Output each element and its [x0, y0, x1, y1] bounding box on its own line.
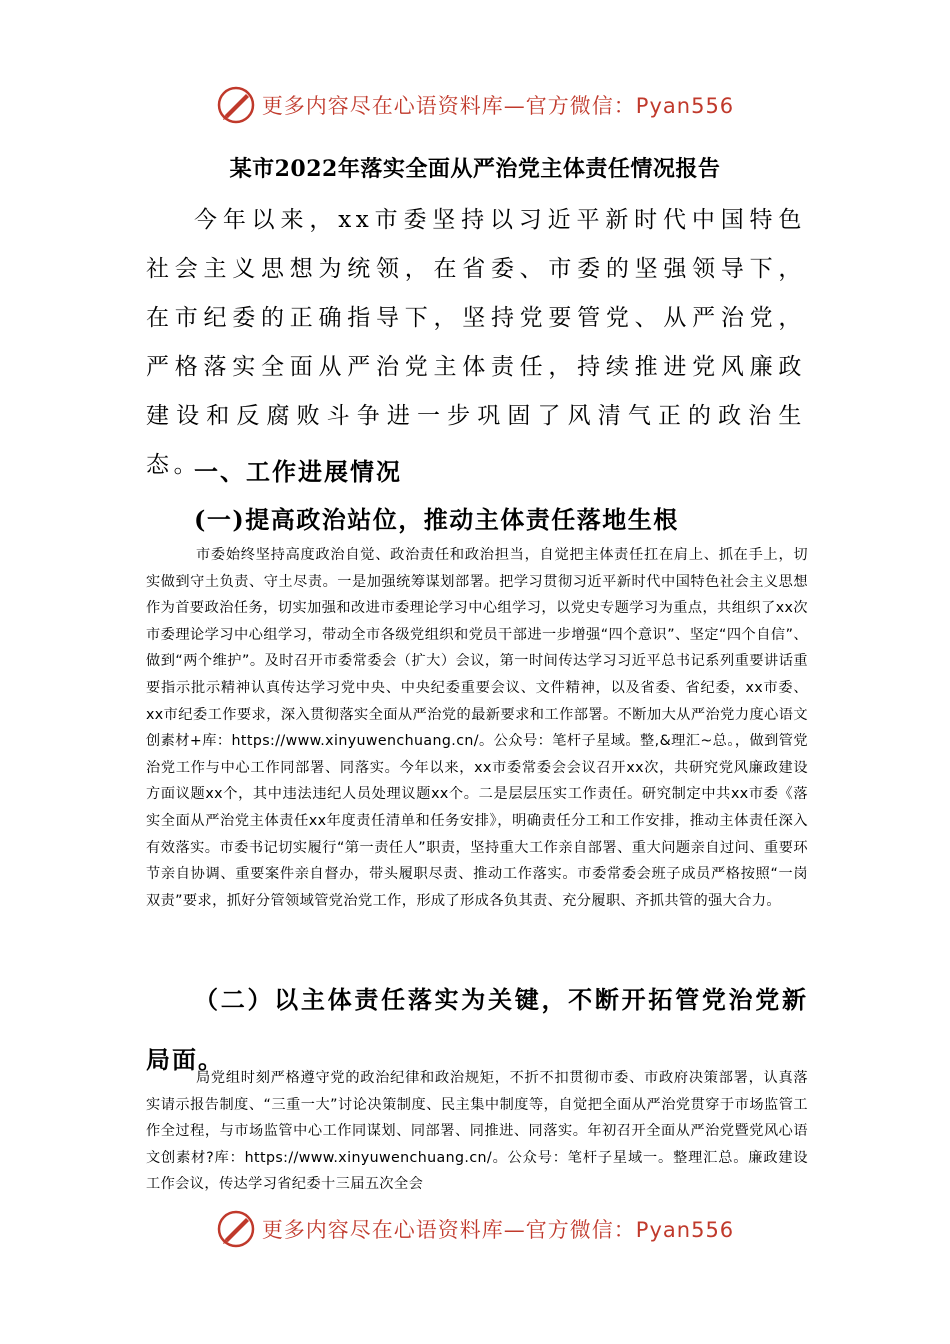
- watermark-text: 更多内容尽在心语资料库—官方微信：Pyan556: [261, 1218, 735, 1242]
- subsection-2-body: 局党组时刻严格遵守党的政治纪律和政治规矩，不折不扣贯彻市委、市政府决策部署，认真落实请示报告制度、“三重一大”讨论决策制度、民主集中制度等，自觉把全面从严治党贯穿于市场监管工作全过程，与市场监管中心工作同谋划、同部署、同推进、同落实。年初召开全面从严治党暨党风心语文创素材?库：https://www.xinyuwenchuang.cn/。公众号：笔杆子星域一。整理汇总。廉政建设工作会议，传达学习省纪委十三届五次全会: [146, 1070, 808, 1193]
- subsection-heading-2: （二）以主体责任落实为关键，不断开拓管党治党新局面。: [146, 985, 808, 1074]
- pen-logo-icon: [216, 1209, 256, 1249]
- watermark-banner-top: [0, 82, 950, 128]
- section-heading-1: 一、工作进展情况: [194, 457, 402, 486]
- pen-logo-icon: [216, 85, 256, 125]
- document-title: 某市2022年落实全面从严治党主体责任情况报告: [229, 156, 721, 182]
- watermark-banner-bottom: [0, 1206, 950, 1252]
- subsection-heading-1: (一)提高政治站位，推动主体责任落地生根: [194, 505, 679, 534]
- intro-paragraph: 今年以来，xx市委坚持以习近平新时代中国特色社会主义思想为统领，在省委、市委的坚强领导下，在市纪委的正确指导下，坚持党要管党、从严治党，严格落实全面从严治党主体责任，持续推进党风廉政建设和反腐败斗争进一步巩固了风清气正的政治生态。: [146, 207, 806, 478]
- subsection-1-body: 市委始终坚持高度政治自觉、政治责任和政治担当，自觉把主体责任扛在肩上、抓在手上，切实做到守土负责、守土尽责。一是加强统筹谋划部署。把学习贯彻习近平新时代中国特色社会主义思想作为首要政治任务，切实加强和改进市委理论学习中心组学习，以党史专题学习为重点，共组织了xx次市委理论学习中心组学习，带动全市各级党组织和党员干部进一步增强“四个意识”、坚定“四个自信”、做到“两个维护”。及时召开市委常委会（扩大）会议，第一时间传达学习习近平总书记系列重要讲话重要指示批示精神认真传达学习党中央、中央纪委重要会议、文件精神，以及省委、省纪委，xx市委、xx市纪委工作要求，深入贯彻落实全面从严治党的最新要求和工作部署。不断加大从严治党力度心语文创素材+库：https://www.xinyuwenchuang.cn/。公众号：笔杆子星域。整,&理汇~总。，做到管党治党工作与中心工作同部署、同落实。今年以来，xx市委常委会会议召开xx次，共研究党风廉政建设方面议题xx个，其中违法违纪人员处理议题xx个。二是层层压实工作责任。研究制定中共xx市委《落实全面从严治党主体责任xx年度责任清单和任务安排》，明确责任分工和工作安排，推动主体责任深入有效落实。市委书记切实履行“第一责任人”职责，坚持重大工作亲自部署、重大问题亲自过问、重要环节亲自协调、重要案件亲自督办，带头履职尽责、推动工作落实。市委常委会班子成员严格按照“一岗双责”要求，抓好分管领域管党治党工作，形成了形成各负其责、充分履职、齐抓共管的强大合力。: [146, 547, 808, 909]
- watermark-text: 更多内容尽在心语资料库—官方微信：Pyan556: [261, 94, 735, 118]
